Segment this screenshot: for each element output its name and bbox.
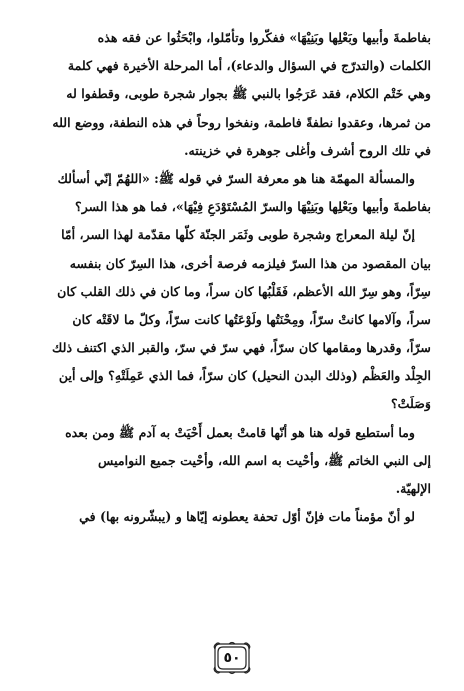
text-line: وَصَلَتْ؟: [391, 396, 431, 412]
text-line: بيان المقصود من هذا السرّ فيلزمه فرصة أخرى، هذا السِرّ كان بنفسه: [69, 255, 431, 271]
text-line: والمسألة المهمّة هنا هو معرفة السرّ في قوله ﷺ: «اللهُمّ إنّي أسألك: [57, 170, 415, 186]
text-line: الجِلْد والعَظْم (وذلك البدن النحيل) كان سرّاً، فما الذي عَمِلَتْهِ؟ وإلى أين: [58, 368, 431, 384]
text-line: بفاطمةَ وأبيها وبَعْلِها وبَنِيْهَا» ففكّروا وتأمّلوا، وابْحَثُوا عن فقه هذه: [97, 30, 431, 45]
text-line: سرّاً، وقدرها ومقامها كان سرّاً، فهي سرّ في سرّ، والقبر الذي اكتنف ذلك: [52, 340, 431, 356]
text-line: من ثمرها، وعقدوا نطفةً فاطمة، ونفخوا روحاً في هذه النطفة، ووضع الله: [52, 114, 431, 130]
text-line: إنّ ليلة المعراج وشجرة طوبى وثَمَر الجنّة كلّها مقدّمة لهذا السر، أمّا: [61, 227, 415, 243]
text-line: الإلهيّة.: [395, 481, 431, 496]
text-line: سِرّاً، وهو سِرّ الله الأعظم، فَقَلْبُها كان سراً، وما كان في ذلك القلب كان: [57, 283, 431, 299]
page-number-ornament: [212, 641, 252, 675]
text-line: وهي خَتْم الكلام، فقد عَرَجُوا بالنبي ﷺ بجوار شجرة طوبى، وقطفوا له: [66, 86, 431, 102]
text-line: إلى النبي الخاتم ﷺ، وأحْيت به اسم الله، وأحْيت جميع النواميس: [98, 452, 431, 468]
text-line: وما أستطيع قوله هنا هو أنّها قامتْ بعمل أَحْيَتْ به آدم ﷺ ومن بعده: [65, 424, 415, 440]
text-line: بفاطمةَ وأبيها وبَعْلِها وبَنِيْهَا والسرّ المُسْتَوْدَعِ فِيْهَا»، فما هو هذا السر؟: [75, 199, 431, 215]
page-number: ٥٠: [223, 650, 241, 666]
text-line: لو أنّ مؤمناً مات فإنّ أوّل تحفة يعطونه إيّاها و (يبشّرونه بها) في: [79, 509, 415, 525]
text-line: الكلمات (والتدرّج في السؤال والدعاء)، أما المرحلة الأخيرة فهي كلمة: [67, 58, 431, 74]
text-line: سراً، وآلامها كانتْ سرّاً، ومِحْنَتُها ولَوْعَتُها كانت سرّاً، وكلّ ما لاقَتْه كان: [72, 311, 431, 327]
text-line: في تلك الروح أشرف وأغلى جوهرة في خزينته.: [184, 142, 431, 158]
body-text: [33, 24, 431, 531]
